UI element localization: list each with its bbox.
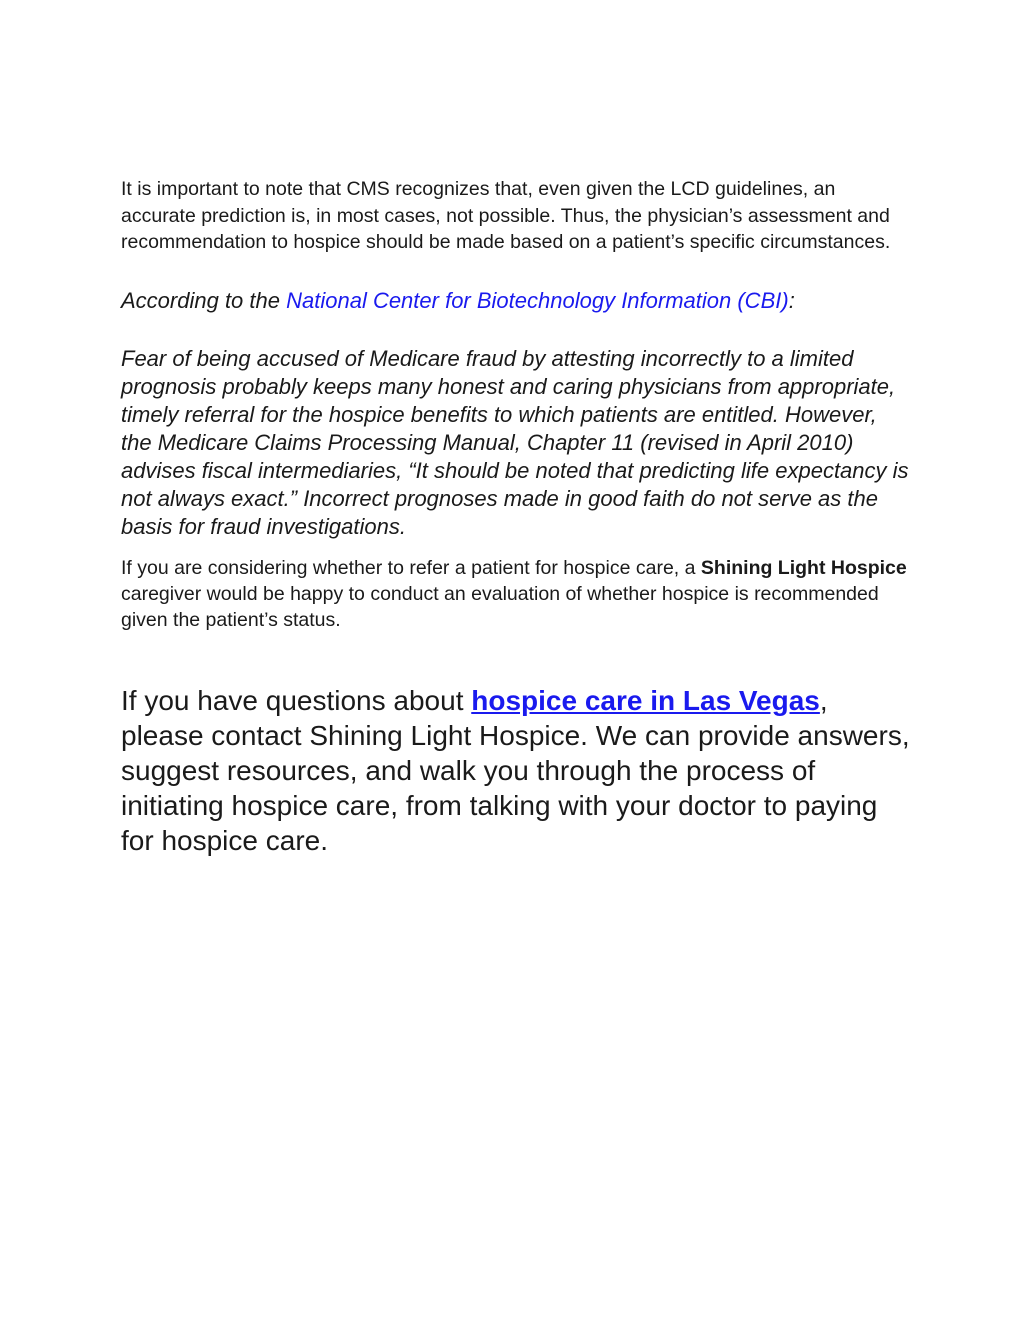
quote-paragraph: Fear of being accused of Medicare fraud by attesting incorrectly to a limited prognosis probably keeps many honest and caring physicians from appropriate, timely referral for the hospice benefits to which patients are entitled. However, the Medicare Claims Processing Manual, Chapter 11 (revised in April 2010) advises fiscal intermediaries, “It should be noted that predicting life expectancy is not always exact.” Incorrect prognoses made in good faith do not serve as the basis for fraud investigations. (121, 345, 909, 539)
refer-paragraph (121, 555, 911, 633)
contact-prefix: If you have questions about (121, 684, 472, 716)
intro-paragraph: It is important to note that CMS recognizes that, even given the LCD guidelines, an accurate prediction is, in most cases, not possible. Thus, the physician’s assessment and recommendation to hospice should be made based on a patient’s specific circumstances. (121, 178, 891, 253)
contact-paragraph (121, 683, 911, 858)
according-suffix: : (788, 287, 795, 313)
contact-suffix: , please contact Shining Light Hospice. We can provide answers, suggest resources, and walk you through the process of initiating hospice care, from talking with your doctor to paying for hospice care. (121, 684, 910, 856)
cbi-link[interactable]: National Center for Biotechnology Information (CBI) (286, 287, 789, 313)
refer-suffix: caregiver would be happy to conduct an evaluation of whether hospice is recommended given the patient’s status. (121, 582, 879, 631)
refer-prefix: If you are considering whether to refer a patient for hospice care, a (121, 556, 701, 579)
document-body (121, 176, 911, 858)
hospice-care-las-vegas-link[interactable]: hospice care in Las Vegas (471, 684, 820, 716)
according-prefix: According to the (121, 287, 287, 313)
according-paragraph (121, 287, 911, 315)
shining-light-hospice-bold: Shining Light Hospice (700, 556, 907, 579)
